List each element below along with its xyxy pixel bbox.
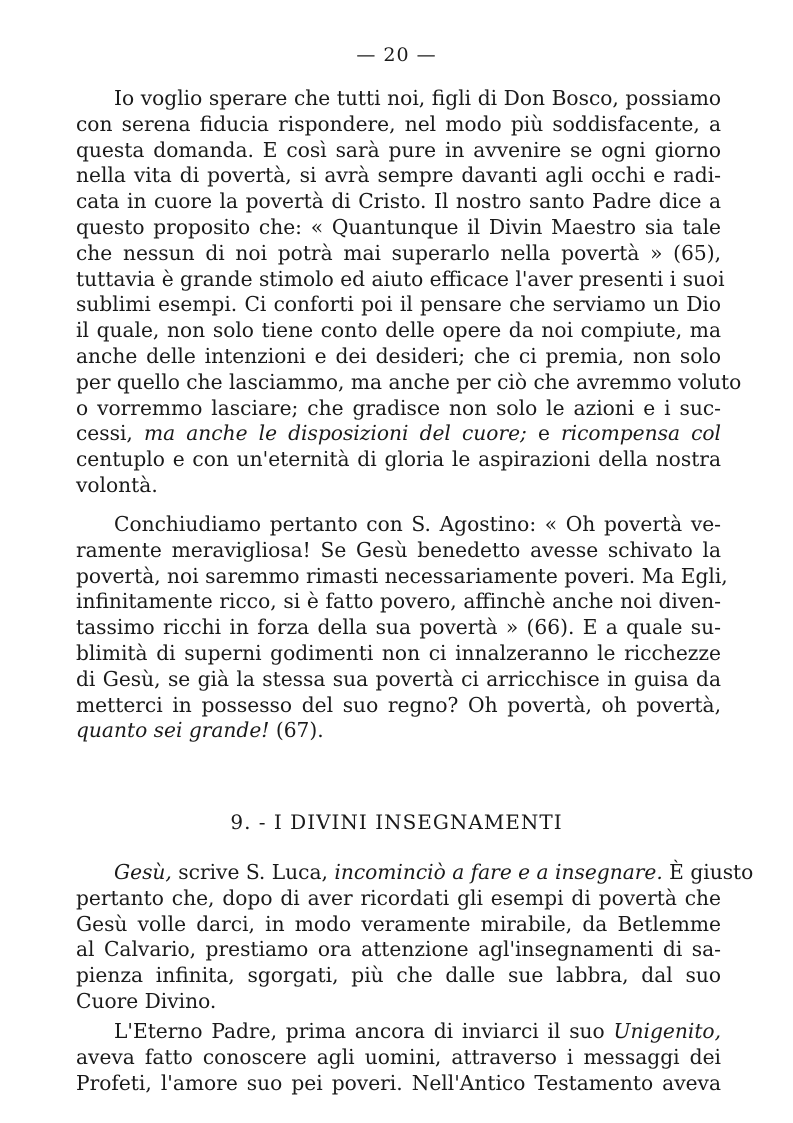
text-line: cata in cuore la povertà di Cristo. Il nostro santo Padre dice a	[76, 189, 721, 214]
italic-phrase: ma anche le disposizioni del cuore;	[143, 421, 527, 446]
text-fragment: scrive S. Luca,	[171, 860, 335, 884]
paragraph-3	[76, 860, 754, 1015]
paragraph-1	[76, 86, 742, 499]
text-line	[76, 860, 754, 886]
text-line: per quello che lasciammo, ma anche per ciò che avremmo voluto	[76, 369, 742, 394]
text-line: Profeti, l'amore suo pei poveri. Nell'Antico Testamento aveva	[76, 1070, 721, 1095]
text-line: nella vita di povertà, si avrà sempre davanti agli occhi e radi-	[76, 163, 721, 188]
text-line: Gesù volle darci, in modo veramente mirabile, da Betlemme	[76, 911, 721, 936]
italic-phrase: incominciò a fare e a insegnare.	[334, 860, 663, 884]
italic-phrase: Unigenito,	[613, 1019, 721, 1043]
text-line: pienza infinita, sgorgati, più che dalle sue labbra, dal suo	[76, 963, 721, 988]
text-fragment: (67).	[269, 718, 324, 743]
italic-phrase: ricompensa col	[561, 421, 722, 446]
paragraph-2	[76, 512, 728, 744]
text-line: che nessun di noi potrà mai superarlo nella povertà » (65),	[76, 240, 721, 265]
text-line: tassimo ricchi in forza della sua povertà » (66). E a quale su-	[76, 615, 721, 640]
italic-phrase: Gesù,	[114, 860, 172, 884]
text-line: metterci in possesso del suo regno? Oh povertà, oh povertà,	[76, 692, 721, 717]
text-fragment: cessi,	[76, 421, 144, 446]
text-line: o vorremmo lasciare; che gradisce non solo le azioni e i suc-	[76, 395, 721, 420]
text-line: blimità di superni godimenti non ci innalzeranno le ricchezze	[76, 640, 721, 665]
page-number: — 20 —	[356, 44, 437, 66]
text-line: infinitamente ricco, si è fatto povero, affinchè anche noi diven-	[76, 589, 721, 614]
text-line: anche delle intenzioni e dei desideri; che ci premia, non solo	[76, 343, 721, 368]
text-fragment: L'Eterno Padre, prima ancora di inviarci il suo	[114, 1019, 614, 1043]
text-line: con serena fiducia rispondere, nel modo più soddisfacente, a	[76, 111, 721, 136]
text-line: povertà, noi saremmo rimasti necessariamente poveri. Ma Egli,	[76, 563, 728, 588]
text-line: questa domanda. E così sarà pure in avvenire se ogni giorno	[76, 137, 721, 162]
text-line: al Calvario, prestiamo ora attenzione agl'insegnamenti di sa-	[76, 937, 721, 962]
text-fragment: È giusto	[662, 860, 754, 884]
text-line	[76, 1019, 721, 1045]
text-line: di Gesù, se già la stessa sua povertà ci arricchisce in guisa da	[76, 666, 721, 691]
text-line: ramente meravigliosa! Se Gesù benedetto avesse schivato la	[76, 537, 721, 562]
text-line: il quale, non solo tiene conto delle opere da noi compiute, ma	[76, 318, 721, 343]
text-line: questo proposito che: « Quantunque il Divin Maestro sia tale	[76, 214, 721, 239]
text-line: aveva fatto conoscere agli uomini, attraverso i messaggi dei	[76, 1044, 721, 1069]
section-heading: 9. - I DIVINI INSEGNAMENTI	[230, 810, 563, 834]
text-line: Conchiudiamo pertanto con S. Agostino: « Oh povertà ve-	[114, 512, 721, 536]
text-line: pertanto che, dopo di aver ricordati gli esempi di povertà che	[76, 885, 721, 910]
text-line	[76, 718, 721, 744]
text-line: Cuore Divino.	[76, 988, 217, 1013]
text-fragment: e	[526, 421, 562, 446]
italic-phrase: quanto sei grande!	[76, 718, 270, 743]
text-line: sublimi esempi. Ci conforti poi il pensare che serviamo un Dio	[76, 292, 721, 317]
text-line: Io voglio sperare che tutti noi, figli di Don Bosco, possiamo	[114, 86, 721, 110]
paragraph-4	[76, 1019, 721, 1096]
text-line	[76, 421, 721, 447]
text-line: volontà.	[76, 472, 158, 497]
text-line: centuplo e con un'eternità di gloria le aspirazioni della nostra	[76, 447, 721, 472]
text-line: tuttavia è grande stimolo ed aiuto efficace l'aver presenti i suoi	[76, 266, 725, 291]
